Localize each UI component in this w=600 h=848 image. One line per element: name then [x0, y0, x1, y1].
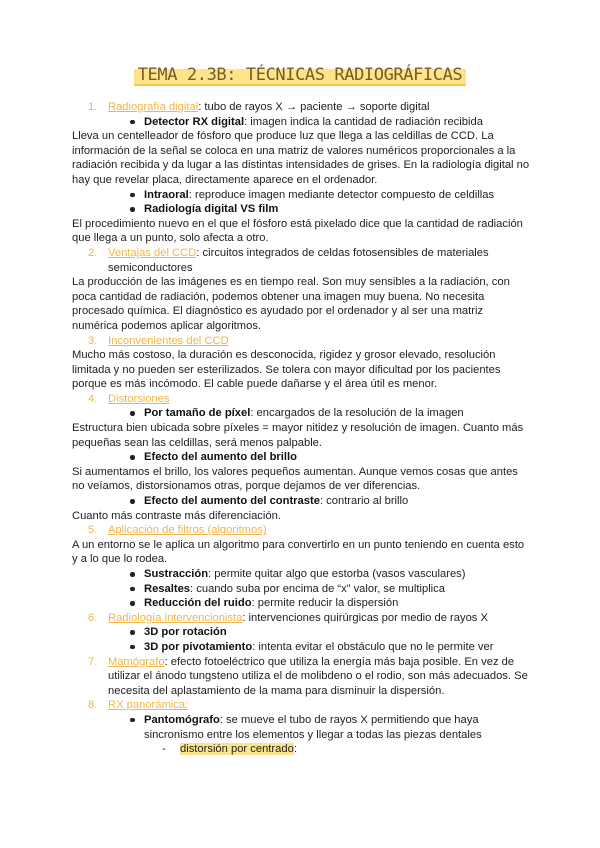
- section-heading-line: [72, 611, 538, 626]
- line-text: hay que revelar placa, directamente aparece en el ordenador.: [72, 173, 378, 186]
- paragraph-line: [72, 304, 538, 319]
- section-number: 5.: [88, 524, 98, 537]
- line-text: necesita del aplastamiento de la mama para disminuir la dispersión.: [108, 684, 445, 697]
- page-title: TEMA 2.3B: TÉCNICAS RADIOGRÁFICAS: [134, 66, 467, 86]
- bullet-item: [72, 115, 538, 130]
- dash-marker: -: [162, 743, 166, 756]
- paragraph-line: [72, 217, 538, 232]
- line-text: limitada y no pueden ser esterilizados. Se tolera con mayor dificultad por los pacientes: [72, 363, 501, 376]
- paragraph-line: [72, 436, 538, 451]
- bullet-item: [72, 713, 538, 728]
- section-heading: Ventajas del CCD: [108, 246, 197, 259]
- line-text: utilizar el ánodo tungsteno utiliza el de molibdeno o el rodio, son más adecuados. Se: [108, 670, 528, 683]
- bullet-term: Intraoral: [144, 188, 189, 201]
- document-body: [72, 100, 538, 757]
- section-number: 1.: [88, 101, 98, 113]
- bullet-term: Efecto del aumento del brillo: [144, 451, 297, 464]
- line-text: La producción de las imágenes es en tiempo real. Son muy sensibles a la radiación, con: [72, 276, 510, 289]
- section-heading: Inconvenientes del CCD: [108, 334, 229, 347]
- bullet-term: Sustracción: [144, 568, 209, 580]
- line-text: :: [293, 743, 297, 756]
- bullet-item: [72, 202, 538, 217]
- section-number: 8.: [88, 699, 98, 712]
- paragraph-line: [72, 377, 538, 392]
- section-description: : tubo de rayos X → paciente → soporte digital: [198, 101, 430, 113]
- section-heading-line: [72, 698, 538, 713]
- section-heading-line: [72, 655, 538, 670]
- paragraph-line: [72, 275, 538, 290]
- bullet-item: [72, 188, 538, 203]
- section-number: 6.: [88, 611, 98, 624]
- bullet-term: Por tamaño de píxel: [144, 407, 251, 420]
- bullet-description: : encargados de la resolución de la imagen: [250, 407, 464, 420]
- line-text: A un entorno se le aplica un algoritmo para convertirlo en un punto teniendo en cuenta esto: [72, 538, 525, 551]
- section-heading-line: [72, 334, 538, 349]
- bullet-term: Radiología digital VS film: [144, 203, 279, 216]
- paragraph-line: [72, 173, 538, 188]
- bullet-term: Efecto del aumento del contraste: [144, 495, 320, 508]
- section-number: 2.: [88, 246, 98, 259]
- section-description: : circuitos integrados de celdas fotosensibles de materiales: [196, 246, 489, 259]
- section-heading-line: [72, 246, 538, 261]
- paragraph-line: [72, 231, 538, 246]
- section-heading: Radiología intervencionista: [108, 611, 243, 624]
- line-text: numérica podemos aplicar algoritmos.: [72, 319, 262, 332]
- paragraph-line: [72, 465, 538, 480]
- line-text: poca cantidad de radiación, podemos obtener una imagen muy buena. No necesita: [72, 290, 485, 303]
- section-heading: Distorsiones: [108, 392, 170, 405]
- line-text: Cuanto más contraste más diferenciación.: [72, 509, 281, 522]
- bullet-item: [72, 640, 538, 655]
- paragraph-line: [72, 538, 538, 553]
- line-text: y a lo que lo rodea.: [72, 553, 168, 566]
- sub-bullet-item: [72, 742, 538, 757]
- paragraph-line: [72, 552, 538, 567]
- line-text: Si aumentamos el brillo, los valores pequeños aumentan. Aunque vemos cosas que antes: [72, 465, 518, 478]
- paragraph-line: [72, 509, 538, 524]
- paragraph-line: [72, 348, 538, 363]
- paragraph-line: [72, 479, 538, 494]
- line-text: que llega a un punto, solo afecta a otro.: [72, 232, 269, 245]
- line-text: sincronismo entre los elementos y llegar a todas las piezas dentales: [144, 728, 482, 741]
- paragraph-line: [72, 319, 538, 334]
- bullet-term: 3D por pivotamiento: [144, 640, 253, 653]
- section-heading-line: [72, 523, 538, 538]
- highlighted-term: distorsión por centrado: [180, 743, 294, 756]
- line-text: semiconductores: [108, 261, 193, 274]
- bullet-term: Pantomógrafo: [144, 713, 220, 726]
- line-text: información de la señal se coloca en una matriz de valores numéricos proporcionales a la: [72, 144, 516, 157]
- bullet-description: : cuando suba por encima de “x” valor, se multiplica: [190, 582, 445, 595]
- bullet-description: : permite quitar algo que estorba (vasos vasculares): [208, 568, 466, 580]
- bullet-description: : contrario al brillo: [319, 495, 409, 508]
- line-text: porque es más incómodo. El cable puede dañarse y el área útil es menor.: [72, 378, 438, 391]
- bullet-term: Resaltes: [144, 582, 191, 595]
- section-continuation-line: [72, 669, 538, 684]
- paragraph-line: [72, 144, 538, 159]
- paragraph-line: [72, 158, 538, 173]
- title-wrap: [0, 66, 600, 86]
- bullet-item: [72, 625, 538, 640]
- section-heading-line: [72, 392, 538, 407]
- line-text: radiación recibida y da lugar a las distintas intensidades de grises. En la radiología digital no: [72, 159, 530, 172]
- line-text: pequeñas sean las celdillas, será menos palpable.: [72, 436, 323, 449]
- bullet-description: : reproduce imagen mediante detector compuesto de celdillas: [188, 188, 495, 201]
- section-heading: RX panorámica:: [108, 699, 189, 712]
- paragraph-line: [72, 290, 538, 305]
- paragraph-line: [72, 421, 538, 436]
- bullet-description: : intenta evitar el obstáculo que no le permite ver: [252, 640, 494, 653]
- bullet-item: [72, 450, 538, 465]
- bullet-continuation-line: [72, 728, 538, 743]
- bullet-item: [72, 494, 538, 509]
- bullet-item: [72, 582, 538, 597]
- section-description: : efecto fotoeléctrico que utiliza la energía más baja posible. En vez de: [164, 655, 515, 668]
- section-heading: Mamógrafo: [108, 655, 165, 668]
- section-heading-line: [72, 100, 538, 115]
- bullet-description: : permite reducir la dispersión: [251, 597, 399, 610]
- paragraph-line: [72, 363, 538, 378]
- line-text: El procedimiento nuevo en el que el fósforo está pixelado dice que la cantidad de radiación: [72, 217, 523, 230]
- bullet-term: 3D por rotación: [144, 626, 227, 639]
- section-description: : intervenciones quirúrgicas por medio de rayos X: [242, 611, 488, 624]
- bullet-description: : imagen indica la cantidad de radiación recibida: [244, 115, 483, 128]
- section-number: 4.: [88, 392, 98, 405]
- bullet-term: Reducción del ruido: [144, 597, 252, 610]
- line-text: Mucho más costoso, la duración es desconocida, rigidez y grosor elevado, resolución: [72, 349, 496, 362]
- bullet-item: [72, 567, 538, 582]
- section-heading: Aplicación de filtros (algoritmos): [108, 524, 267, 537]
- bullet-item: [72, 406, 538, 421]
- bullet-description: : se mueve el tubo de rayos X permitiendo que haya: [219, 713, 479, 726]
- section-continuation-line: [72, 261, 538, 276]
- bullet-term: Detector RX digital: [144, 115, 245, 128]
- paragraph-line: [72, 129, 538, 144]
- bullet-item: [72, 596, 538, 611]
- line-text: Estructura bien ubicada sobre píxeles = mayor nitidez y resolución de imagen. Cuanto más: [72, 422, 524, 435]
- line-text: no veíamos, distorsionamos otras, porque dejamos de ver diferencias.: [72, 480, 421, 493]
- section-heading: Radiografía digital: [108, 101, 199, 113]
- section-number: 7.: [88, 655, 98, 668]
- section-continuation-line: [72, 684, 538, 699]
- line-text: procesado química. El diagnóstico es ayudado por el ordenador y al ser una matriz: [72, 305, 484, 318]
- line-text: Lleva un centelleador de fósforo que produce luz que llega a las celdillas de CCD. La: [72, 130, 494, 143]
- section-number: 3.: [88, 334, 98, 347]
